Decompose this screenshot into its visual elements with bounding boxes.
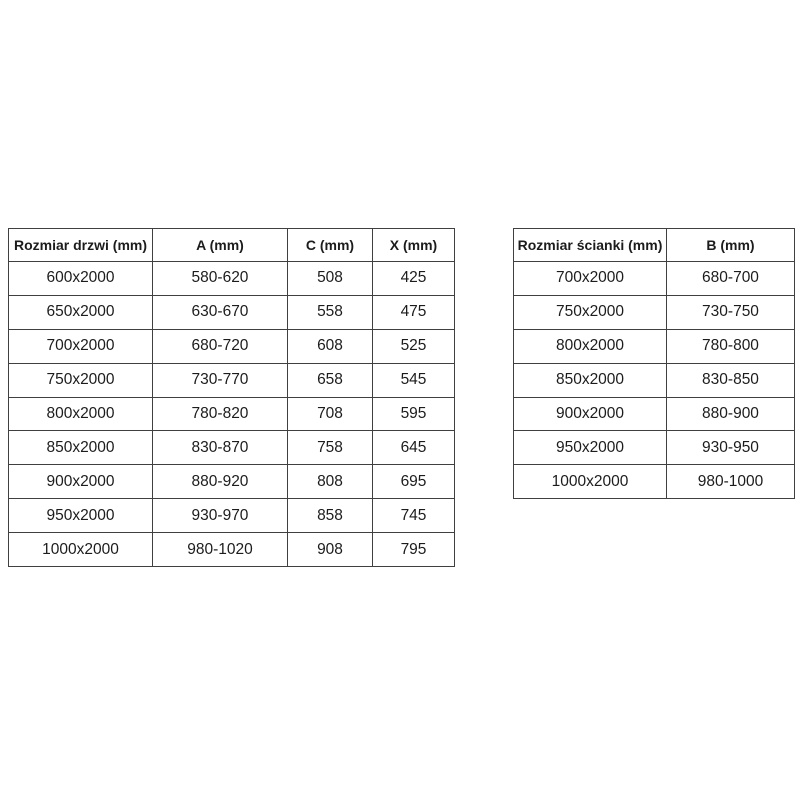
column-header: Rozmiar drzwi (mm) [9,229,153,262]
table-cell: 695 [373,465,455,499]
table-row [514,465,795,499]
table-cell: 730-770 [153,363,288,397]
column-header: A (mm) [153,229,288,262]
table-cell: 700x2000 [9,329,153,363]
table-cell: 658 [288,363,373,397]
table-cell: 580-620 [153,262,288,296]
table-row [9,499,455,533]
table-cell: 980-1020 [153,533,288,567]
table-cell: 880-900 [667,397,795,431]
table-row [514,397,795,431]
table-cell: 850x2000 [9,431,153,465]
table-row [9,431,455,465]
table-cell: 1000x2000 [9,533,153,567]
table-cell: 758 [288,431,373,465]
table-cell: 900x2000 [9,465,153,499]
table-cell: 730-750 [667,295,795,329]
table-row [9,295,455,329]
table-cell: 745 [373,499,455,533]
table-cell: 708 [288,397,373,431]
table-cell: 808 [288,465,373,499]
table-cell: 795 [373,533,455,567]
table-cell: 475 [373,295,455,329]
table-cell: 750x2000 [9,363,153,397]
table-cell: 750x2000 [514,295,667,329]
table-cell: 800x2000 [514,329,667,363]
table-row [9,533,455,567]
column-header: Rozmiar ścianki (mm) [514,229,667,262]
door-sizes-header-row [9,229,455,262]
table-cell: 830-870 [153,431,288,465]
table-cell: 545 [373,363,455,397]
table-cell: 980-1000 [667,465,795,499]
column-header: B (mm) [667,229,795,262]
table-cell: 850x2000 [514,363,667,397]
column-header: C (mm) [288,229,373,262]
table-cell: 800x2000 [9,397,153,431]
table-row [514,295,795,329]
wall-sizes-header-row [514,229,795,262]
table-cell: 425 [373,262,455,296]
table-row [9,397,455,431]
table-cell: 858 [288,499,373,533]
table-cell: 780-820 [153,397,288,431]
table-cell: 650x2000 [9,295,153,329]
wall-sizes-table [513,228,795,499]
table-cell: 880-920 [153,465,288,499]
table-cell: 595 [373,397,455,431]
table-cell: 700x2000 [514,262,667,296]
door-sizes-table [8,228,455,567]
column-header: X (mm) [373,229,455,262]
table-cell: 558 [288,295,373,329]
table-cell: 680-700 [667,262,795,296]
table-cell: 600x2000 [9,262,153,296]
table-cell: 900x2000 [514,397,667,431]
table-cell: 930-950 [667,431,795,465]
table-cell: 780-800 [667,329,795,363]
table-cell: 930-970 [153,499,288,533]
table-cell: 630-670 [153,295,288,329]
table-cell: 680-720 [153,329,288,363]
table-row [514,329,795,363]
table-cell: 1000x2000 [514,465,667,499]
table-cell: 608 [288,329,373,363]
table-cell: 525 [373,329,455,363]
table-cell: 508 [288,262,373,296]
table-row [9,262,455,296]
table-row [514,431,795,465]
table-row [9,329,455,363]
table-cell: 908 [288,533,373,567]
table-row [514,262,795,296]
table-cell: 950x2000 [9,499,153,533]
table-row [9,363,455,397]
table-cell: 645 [373,431,455,465]
table-row [9,465,455,499]
table-cell: 950x2000 [514,431,667,465]
table-row [514,363,795,397]
table-cell: 830-850 [667,363,795,397]
